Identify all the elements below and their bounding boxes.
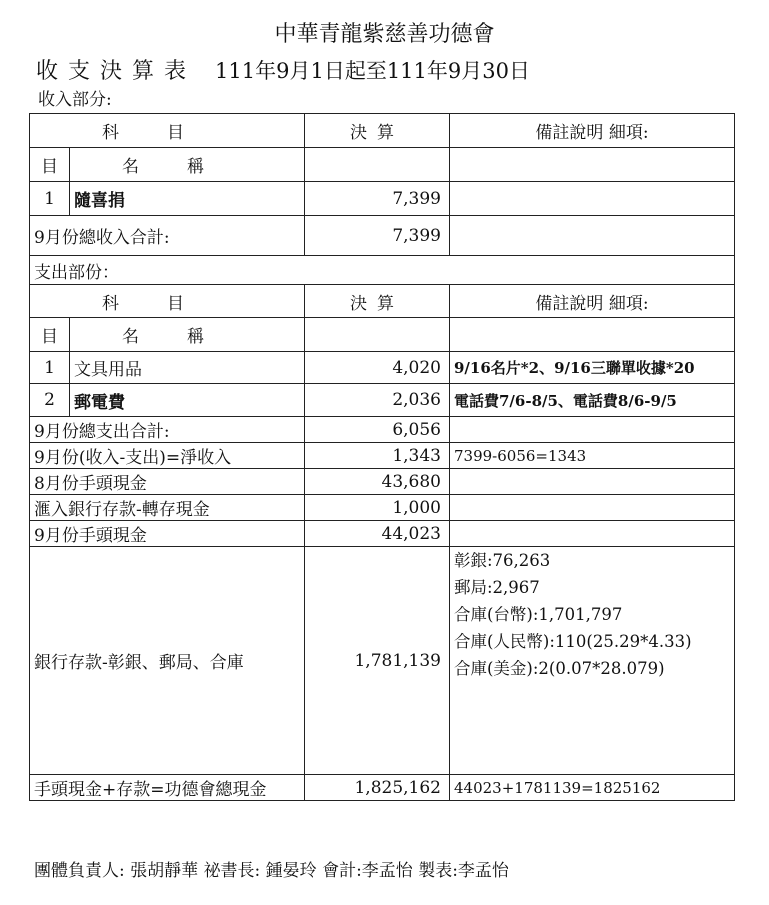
name-header: 名稱: [70, 148, 305, 182]
grand-total-amount: 1,825,162: [305, 775, 450, 801]
expense-subheader-row: [30, 318, 735, 352]
summary-row: [30, 495, 735, 521]
income-section-label: 收入部分:: [38, 90, 112, 110]
summary-note: [450, 495, 735, 521]
income-item-amount: 7,399: [305, 182, 450, 216]
organization-title: 中華青龍紫慈善功德會: [274, 22, 495, 47]
expense-header-row: [30, 285, 735, 318]
expense-section-label: 支出部份：: [30, 256, 735, 285]
income-subheader-row: [30, 148, 735, 182]
settlement-header: 決算: [305, 285, 450, 318]
summary-row: [30, 443, 735, 469]
item-no-header: 目: [30, 148, 70, 182]
table-row: [30, 384, 735, 417]
settlement-header: 決算: [305, 114, 450, 148]
income-total-amount: 7,399: [305, 216, 450, 256]
ledger-table: [29, 113, 735, 801]
expense-item-amount: 2,036: [305, 384, 450, 417]
table-row: [30, 182, 735, 216]
summary-row: [30, 469, 735, 495]
bank-deposit-amount: 1,781,139: [305, 547, 450, 775]
summary-row: [30, 521, 735, 547]
bank-deposit-row: [30, 547, 735, 775]
summary-note: 7399-6056=1343: [450, 443, 735, 469]
subject-header: 科目: [30, 285, 305, 318]
name-header: 名稱: [70, 318, 305, 352]
summary-label: 滙入銀行存款-轉存現金: [30, 495, 305, 521]
expense-item-name: 郵電費: [70, 384, 305, 417]
summary-amount: 44,023: [305, 521, 450, 547]
bank-deposit-notes: [450, 547, 735, 775]
bank-note-line: 合庫(台幣):1,701,797: [454, 605, 623, 624]
summary-note: [450, 469, 735, 495]
report-title: 收支決算表: [36, 59, 197, 84]
expense-section-row: [30, 256, 735, 285]
expense-item-amount: 4,020: [305, 352, 450, 384]
grand-total-row: [30, 775, 735, 801]
summary-amount: 6,056: [305, 417, 450, 443]
income-total-row: [30, 216, 735, 256]
table-row: [30, 352, 735, 384]
bank-deposit-label: 銀行存款-彰銀、郵局、合庫: [30, 547, 305, 775]
expense-item-no: 2: [30, 384, 70, 417]
subject-header: 科目: [30, 114, 305, 148]
report-period: 111年9月1日起至111年9月30日: [215, 59, 530, 83]
bank-note-line: 合庫(美金):2(0.07*28.079): [454, 659, 665, 678]
expense-item-name: 文具用品: [70, 352, 305, 384]
summary-label: 8月份手頭現金: [30, 469, 305, 495]
summary-note: [450, 417, 735, 443]
expense-item-no: 1: [30, 352, 70, 384]
income-header-row: [30, 114, 735, 148]
grand-total-note: 44023+1781139=1825162: [450, 775, 735, 801]
signatures-footer: 團體負責人: 張胡靜華 祕書長: 鍾晏玲 會計:李孟怡 製表:李孟怡: [34, 861, 509, 881]
bank-note-line: 郵局:2,967: [454, 578, 540, 597]
income-total-label: 9月份總收入合計:: [30, 216, 305, 256]
bank-note-line: 彰銀:76,263: [454, 551, 551, 570]
expense-item-note: 9/16名片*2、9/16三聯單收據*20: [450, 352, 735, 384]
summary-row: [30, 417, 735, 443]
summary-amount: 43,680: [305, 469, 450, 495]
summary-label: 9月份(收入-支出)=淨收入: [30, 443, 305, 469]
expense-item-note: 電話費7/6-8/5、電話費8/6-9/5: [450, 384, 735, 417]
summary-label: 9月份手頭現金: [30, 521, 305, 547]
income-item-note: [450, 182, 735, 216]
income-item-no: 1: [30, 182, 70, 216]
item-no-header: 目: [30, 318, 70, 352]
remarks-header: 備註說明 細項:: [450, 114, 735, 148]
bank-note-line: 合庫(人民幣):110(25.29*4.33): [454, 632, 692, 651]
summary-note: [450, 521, 735, 547]
remarks-header: 備註說明 細項:: [450, 285, 735, 318]
summary-amount: 1,000: [305, 495, 450, 521]
summary-amount: 1,343: [305, 443, 450, 469]
summary-label: 9月份總支出合計:: [30, 417, 305, 443]
report-heading: [36, 56, 530, 87]
income-item-name: 隨喜捐: [70, 182, 305, 216]
grand-total-label: 手頭現金+存款=功德會總現金: [30, 775, 305, 801]
